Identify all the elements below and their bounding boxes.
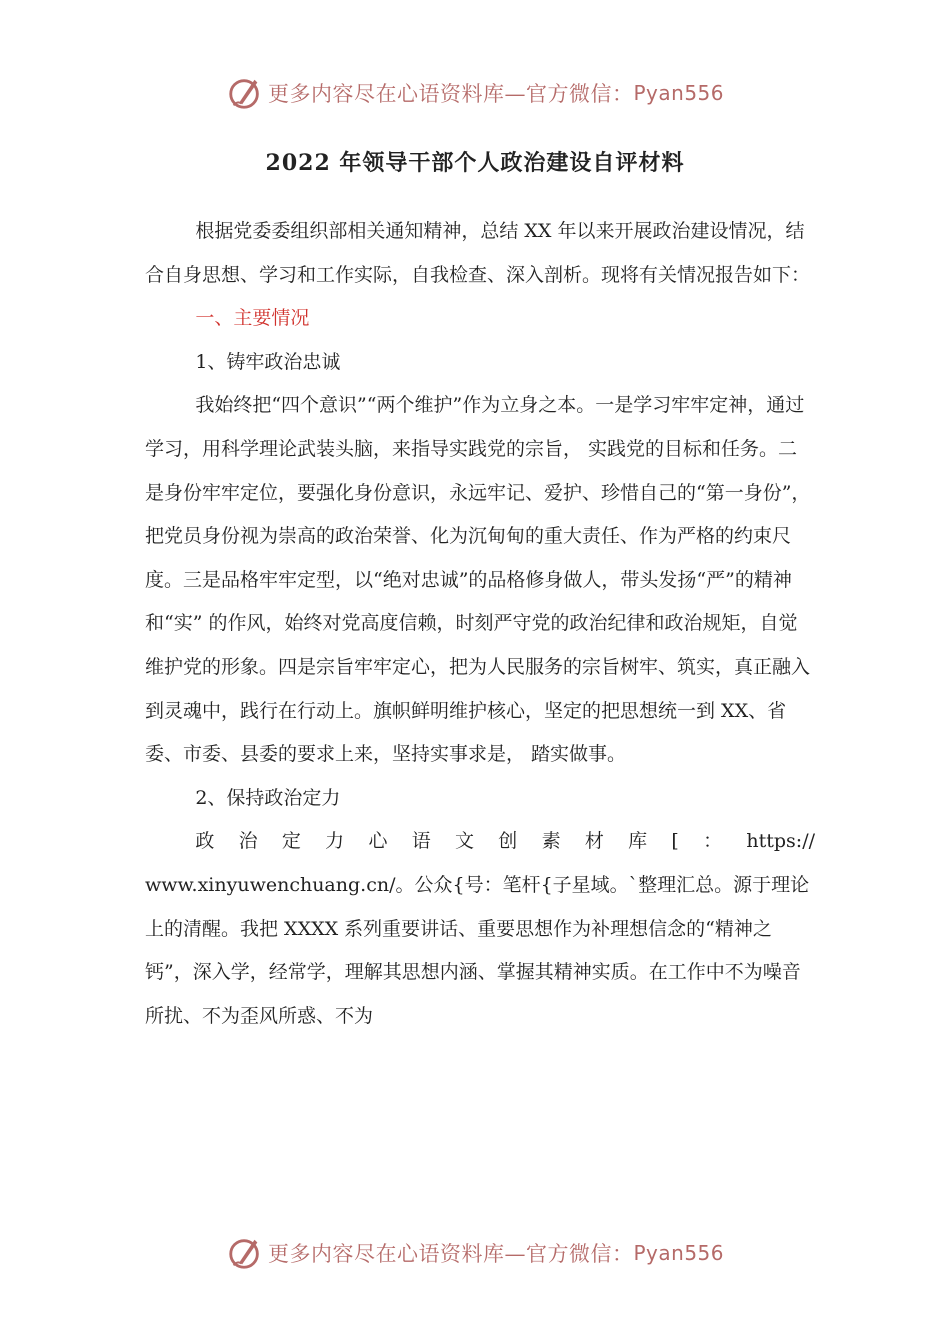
subsection-heading: 2、保持政治定力 [195,786,341,809]
section-heading: 一、主要情况 [195,307,310,330]
body-paragraph-first-line: 政治定力心语文创素材库[：https:// [195,830,815,853]
body-paragraph: 我始终把“四个意识”“两个维护”作为立身之本。一是学习牢牢定神，通过学习，用科学理论武装头脑，来指导实践党的宗旨， 实践党的目标和任务。二是身份牢牢定位，要强化身份意识，永远牢记、爱护、珍惜自己的“第一身份”，把党员身份视为崇高的政治荣誉、化为沉甸甸的重大责任、作为严格的约束尺度。三是品格牢牢定型，以“绝对忠诚”的品格修身做人，带头发扬“严”的精神和“实” 的作风，始终对党高度信赖，时刻严守党的政治纪律和政治规矩，自觉维护党的形象。四是宗旨牢牢定心，把为人民服务的宗旨树牢、筑实，真正融入到灵魂中，践行在行动上。旗帜鲜明维护核心，坚定的把思想统一到 XX、省委、市委、县委的要求上来，坚持实事求是， 踏实做事。 [145,394,811,766]
footer-banner [0,1230,950,1276]
intro-paragraph: 根据党委委组织部相关通知精神，总结 XX 年以来开展政治建设情况，结合自身思想、学习和工作实际，自我检查、深入剖析。现将有关情况报告如下： [145,220,811,286]
wechat-id: Pyan556 [633,1241,724,1265]
banner-text: 更多内容尽在心语资料库—官方微信： [267,1242,634,1266]
document-title: 2022 年领导干部个人政治建设自评材料 [265,150,685,176]
body-paragraph-continued: www.xinyuwenchuang.cn/。公众{号：笔杆{子星域。`整理汇总。源于理论上的清醒。我把 XXXX 系列重要讲话、重要思想作为补理想信念的“精神之钙”，深入学，经常学，理解其思想内涵、掌握其精神实质。在工作中不为噪音所扰、不为歪风所惑、不为 [145,873,810,1027]
header-banner [0,70,950,116]
quill-pen-logo-icon [226,1234,264,1272]
subsection-heading: 1、铸牢政治忠诚 [195,350,341,373]
document-body [145,210,815,1038]
wechat-id: Pyan556 [633,81,724,105]
quill-pen-logo-icon [226,74,264,112]
banner-text: 更多内容尽在心语资料库—官方微信： [267,82,634,106]
